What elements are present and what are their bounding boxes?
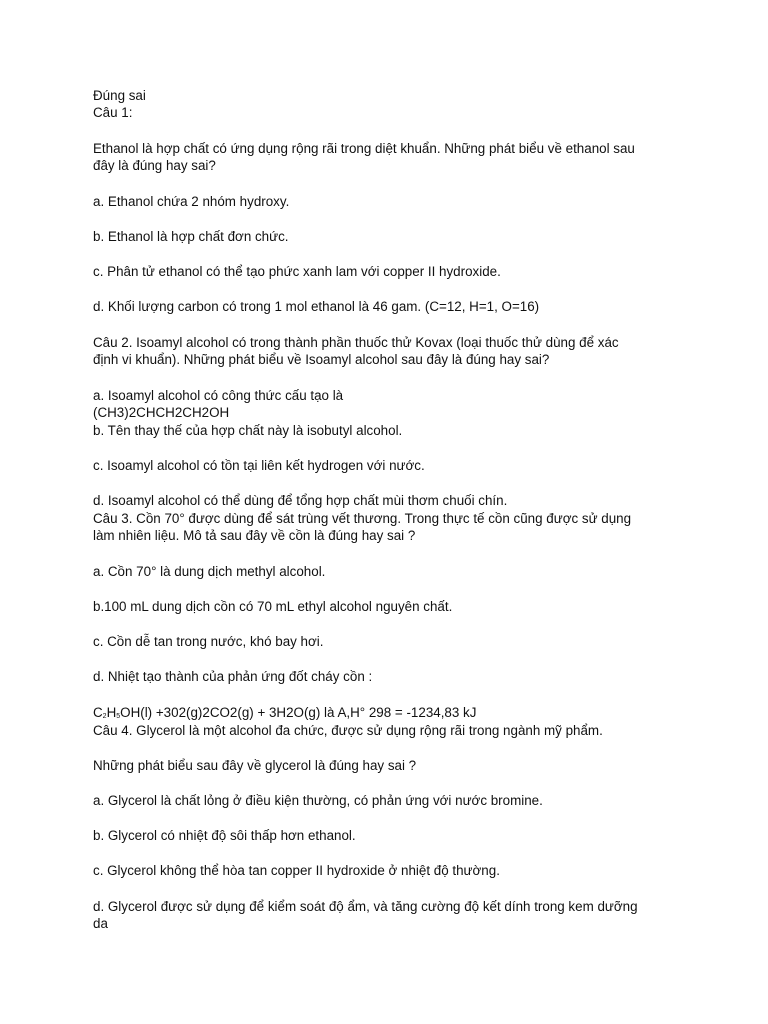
question-2-option-a-line-1: a. Isoamyl alcohol có công thức cấu tạo là bbox=[93, 388, 344, 403]
question-3-option-b: b.100 mL dung dịch cồn có 70 mL ethyl alcohol nguyên chất. bbox=[93, 599, 453, 614]
question-4-option-b: b. Glycerol có nhiệt độ sôi thấp hơn ethanol. bbox=[93, 828, 356, 843]
question-4-option-d-line-1: d. Glycerol được sử dụng để kiểm soát độ ẩm, và tăng cường độ kết dính trong kem dưỡng bbox=[93, 899, 638, 914]
question-1-stem-line-1: Ethanol là hợp chất có ứng dụng rộng rãi trong diệt khuẩn. Những phát biểu về ethanol sau bbox=[93, 141, 635, 156]
question-1-stem-line-2: đây là đúng hay sai? bbox=[93, 158, 216, 173]
question-2-option-c: c. Isoamyl alcohol có tồn tại liên kết hydrogen với nước. bbox=[93, 458, 425, 473]
question-1-option-b: b. Ethanol là hợp chất đơn chức. bbox=[93, 229, 289, 244]
question-4-prompt: Những phát biểu sau đây về glycerol là đúng hay sai ? bbox=[93, 758, 417, 773]
equation-subscript-2: 2 bbox=[102, 713, 107, 720]
question-1-label: Câu 1: bbox=[93, 105, 133, 120]
question-3-option-a: a. Cồn 70° là dung dịch methyl alcohol. bbox=[93, 564, 326, 579]
equation-rest: OH(l) +302(g)2CO2(g) + 3H2O(g) là A,H° 298 = -1234,83 kJ bbox=[120, 705, 477, 720]
equation-carbon: C bbox=[93, 705, 103, 720]
question-1-option-a: a. Ethanol chứa 2 nhóm hydroxy. bbox=[93, 194, 290, 209]
question-1-option-d: d. Khối lượng carbon có trong 1 mol ethanol là 46 gam. (C=12, H=1, O=16) bbox=[93, 299, 540, 314]
question-2-option-a-line-2: (CH3)2CHCH2CH2OH bbox=[93, 405, 230, 420]
equation-subscript-5: 5 bbox=[116, 713, 121, 720]
question-4-option-c: c. Glycerol không thể hòa tan copper II hydroxide ở nhiệt độ thường. bbox=[93, 863, 500, 878]
document-title: Đúng sai bbox=[93, 88, 146, 103]
question-2-stem-line-1: Câu 2. Isoamyl alcohol có trong thành phần thuốc thử Kovax (loại thuốc thử dùng để xác bbox=[93, 335, 619, 350]
equation-hydrogen: H bbox=[106, 705, 117, 720]
question-3-stem-line-2: làm nhiên liệu. Mô tả sau đây về cồn là đúng hay sai ? bbox=[93, 528, 416, 543]
question-4-stem: Câu 4. Glycerol là một alcohol đa chức, được sử dụng rộng rãi trong ngành mỹ phẩm. bbox=[93, 723, 603, 738]
question-2-option-b: b. Tên thay thế của hợp chất này là isobutyl alcohol. bbox=[93, 423, 403, 438]
question-3-option-d: d. Nhiệt tạo thành của phản ứng đốt cháy cồn : bbox=[93, 669, 373, 684]
question-3-option-c: c. Cồn dễ tan trong nước, khó bay hơi. bbox=[93, 634, 324, 649]
question-2-option-d: d. Isoamyl alcohol có thể dùng để tổng hợp chất mùi thơm chuối chín. bbox=[93, 493, 508, 508]
question-2-stem-line-2: định vi khuẩn). Những phát biểu về Isoamyl alcohol sau đây là đúng hay sai? bbox=[93, 352, 550, 367]
question-1-option-c: c. Phân tử ethanol có thể tạo phức xanh lam với copper II hydroxide. bbox=[93, 264, 501, 279]
question-4-option-a: a. Glycerol là chất lỏng ở điều kiện thường, có phản ứng với nước bromine. bbox=[93, 793, 543, 808]
question-4-option-d-line-2: da bbox=[93, 916, 108, 931]
question-3-stem-line-1: Câu 3. Cồn 70° được dùng để sát trùng vết thương. Trong thực tế cồn cũng được sử dụng bbox=[93, 511, 632, 526]
